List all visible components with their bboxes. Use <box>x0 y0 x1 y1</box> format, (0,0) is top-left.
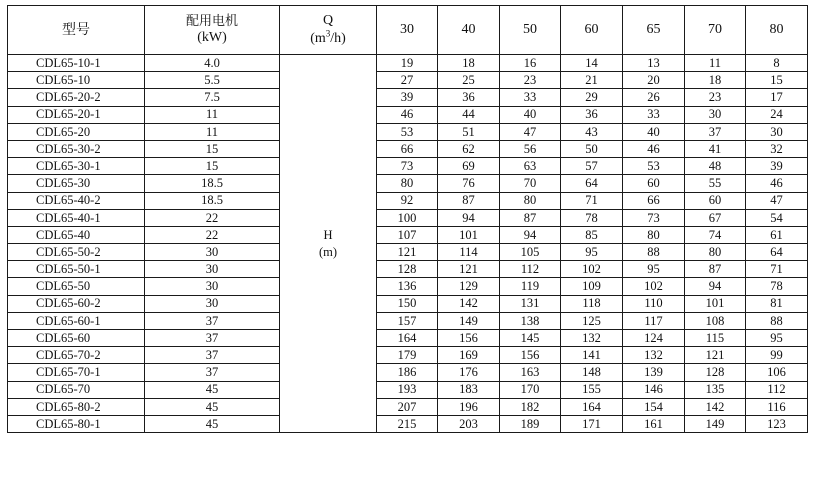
head-value-cell: 36 <box>561 106 623 123</box>
head-value-cell: 60 <box>685 192 746 209</box>
table-row <box>8 312 808 329</box>
head-value-cell: 87 <box>685 261 746 278</box>
flow-rate-header: 30 <box>377 6 438 55</box>
table-row <box>8 295 808 312</box>
model-cell: CDL65-20 <box>8 123 145 140</box>
head-value-cell: 53 <box>377 123 438 140</box>
motor-power-cell: 18.5 <box>145 192 280 209</box>
head-value-cell: 66 <box>623 192 685 209</box>
head-value-cell: 196 <box>438 398 500 415</box>
flow-rate-header: 70 <box>685 6 746 55</box>
head-value-cell: 33 <box>623 106 685 123</box>
model-cell: CDL65-30 <box>8 175 145 192</box>
flow-header-label: Q <box>322 12 334 28</box>
motor-power-cell: 15 <box>145 140 280 157</box>
motor-power-cell: 4.0 <box>145 55 280 72</box>
head-value-cell: 149 <box>438 312 500 329</box>
head-value-cell: 135 <box>685 381 746 398</box>
head-unit: (m) <box>318 244 338 259</box>
head-value-cell: 29 <box>561 89 623 106</box>
head-value-cell: 139 <box>623 364 685 381</box>
head-value-cell: 88 <box>623 244 685 261</box>
head-value-cell: 155 <box>561 381 623 398</box>
head-value-cell: 80 <box>623 226 685 243</box>
head-value-cell: 46 <box>377 106 438 123</box>
flow-rate-header: 60 <box>561 6 623 55</box>
model-cell: CDL65-40-1 <box>8 209 145 226</box>
motor-header-unit: (kW) <box>197 30 227 45</box>
head-value-cell: 53 <box>623 158 685 175</box>
head-value-cell: 63 <box>500 158 561 175</box>
head-value-cell: 150 <box>377 295 438 312</box>
head-value-cell: 110 <box>623 295 685 312</box>
head-value-cell: 141 <box>561 347 623 364</box>
head-value-cell: 78 <box>746 278 808 295</box>
head-value-cell: 26 <box>623 89 685 106</box>
head-value-cell: 105 <box>500 244 561 261</box>
table-row <box>8 330 808 347</box>
motor-power-cell: 30 <box>145 278 280 295</box>
model-cell: CDL65-60-2 <box>8 295 145 312</box>
head-value-cell: 33 <box>500 89 561 106</box>
head-value-cell: 121 <box>438 261 500 278</box>
head-value-cell: 39 <box>746 158 808 175</box>
head-value-cell: 95 <box>746 330 808 347</box>
head-value-cell: 69 <box>438 158 500 175</box>
head-value-cell: 142 <box>438 295 500 312</box>
model-cell: CDL65-10 <box>8 72 145 89</box>
head-value-cell: 94 <box>438 209 500 226</box>
table-row <box>8 261 808 278</box>
head-value-cell: 15 <box>746 72 808 89</box>
head-value-cell: 76 <box>438 175 500 192</box>
flow-header <box>280 6 377 55</box>
head-value-cell: 54 <box>746 209 808 226</box>
table-row <box>8 192 808 209</box>
head-value-cell: 13 <box>623 55 685 72</box>
head-value-cell: 176 <box>438 364 500 381</box>
motor-power-cell: 45 <box>145 398 280 415</box>
head-value-cell: 37 <box>685 123 746 140</box>
table-row <box>8 72 808 89</box>
model-cell: CDL65-40-2 <box>8 192 145 209</box>
head-value-cell: 101 <box>685 295 746 312</box>
head-value-cell: 179 <box>377 347 438 364</box>
head-value-cell: 163 <box>500 364 561 381</box>
head-value-cell: 27 <box>377 72 438 89</box>
head-value-cell: 183 <box>438 381 500 398</box>
head-value-cell: 112 <box>746 381 808 398</box>
head-value-cell: 149 <box>685 415 746 432</box>
head-value-cell: 121 <box>685 347 746 364</box>
motor-power-cell: 30 <box>145 261 280 278</box>
motor-power-cell: 22 <box>145 209 280 226</box>
head-value-cell: 71 <box>746 261 808 278</box>
head-value-cell: 25 <box>438 72 500 89</box>
head-value-cell: 118 <box>561 295 623 312</box>
head-value-cell: 157 <box>377 312 438 329</box>
motor-power-cell: 45 <box>145 415 280 432</box>
head-value-cell: 64 <box>561 175 623 192</box>
table-row <box>8 89 808 106</box>
head-value-cell: 136 <box>377 278 438 295</box>
head-value-cell: 107 <box>377 226 438 243</box>
table-row <box>8 244 808 261</box>
head-value-cell: 87 <box>500 209 561 226</box>
motor-header <box>145 6 280 55</box>
motor-power-cell: 11 <box>145 123 280 140</box>
head-value-cell: 60 <box>623 175 685 192</box>
head-value-cell: 117 <box>623 312 685 329</box>
head-value-cell: 46 <box>746 175 808 192</box>
head-value-cell: 80 <box>500 192 561 209</box>
head-value-cell: 78 <box>561 209 623 226</box>
head-value-cell: 129 <box>438 278 500 295</box>
header-row <box>8 6 808 55</box>
head-value-cell: 47 <box>500 123 561 140</box>
motor-power-cell: 37 <box>145 364 280 381</box>
head-value-cell: 189 <box>500 415 561 432</box>
head-value-cell: 156 <box>500 347 561 364</box>
head-value-cell: 61 <box>746 226 808 243</box>
motor-power-cell: 30 <box>145 295 280 312</box>
head-value-cell: 50 <box>561 140 623 157</box>
head-value-cell: 203 <box>438 415 500 432</box>
head-value-cell: 17 <box>746 89 808 106</box>
head-label-cell <box>280 55 377 433</box>
motor-power-cell: 30 <box>145 244 280 261</box>
table-body <box>8 55 808 433</box>
head-value-cell: 102 <box>561 261 623 278</box>
motor-power-cell: 22 <box>145 226 280 243</box>
head-value-cell: 108 <box>685 312 746 329</box>
table-row <box>8 106 808 123</box>
table-row <box>8 226 808 243</box>
table-row <box>8 278 808 295</box>
head-value-cell: 19 <box>377 55 438 72</box>
head-value-cell: 21 <box>561 72 623 89</box>
table-row <box>8 158 808 175</box>
head-value-cell: 182 <box>500 398 561 415</box>
head-value-cell: 51 <box>438 123 500 140</box>
head-value-cell: 164 <box>377 330 438 347</box>
head-value-cell: 39 <box>377 89 438 106</box>
performance-table <box>7 5 808 433</box>
head-value-cell: 145 <box>500 330 561 347</box>
model-cell: CDL65-30-1 <box>8 158 145 175</box>
head-value-cell: 207 <box>377 398 438 415</box>
model-cell: CDL65-20-1 <box>8 106 145 123</box>
head-value-cell: 146 <box>623 381 685 398</box>
head-value-cell: 125 <box>561 312 623 329</box>
head-value-cell: 55 <box>685 175 746 192</box>
motor-power-cell: 37 <box>145 312 280 329</box>
head-value-cell: 73 <box>623 209 685 226</box>
head-value-cell: 193 <box>377 381 438 398</box>
head-value-cell: 161 <box>623 415 685 432</box>
head-value-cell: 128 <box>377 261 438 278</box>
head-value-cell: 92 <box>377 192 438 209</box>
motor-power-cell: 18.5 <box>145 175 280 192</box>
model-cell: CDL65-70-1 <box>8 364 145 381</box>
model-cell: CDL65-80-2 <box>8 398 145 415</box>
table-row <box>8 347 808 364</box>
model-header: 型号 <box>8 6 145 55</box>
head-value-cell: 148 <box>561 364 623 381</box>
motor-power-cell: 11 <box>145 106 280 123</box>
head-value-cell: 132 <box>623 347 685 364</box>
head-value-cell: 99 <box>746 347 808 364</box>
head-value-cell: 101 <box>438 226 500 243</box>
head-value-cell: 87 <box>438 192 500 209</box>
motor-power-cell: 45 <box>145 381 280 398</box>
head-value-cell: 11 <box>685 55 746 72</box>
head-value-cell: 36 <box>438 89 500 106</box>
table-row <box>8 398 808 415</box>
head-value-cell: 47 <box>746 192 808 209</box>
model-cell: CDL65-50-1 <box>8 261 145 278</box>
head-value-cell: 67 <box>685 209 746 226</box>
head-value-cell: 215 <box>377 415 438 432</box>
table-row <box>8 381 808 398</box>
head-value-cell: 32 <box>746 140 808 157</box>
head-value-cell: 142 <box>685 398 746 415</box>
model-cell: CDL65-50-2 <box>8 244 145 261</box>
flow-header-unit: $(m^3/h)$ <box>310 28 346 47</box>
motor-power-cell: 37 <box>145 330 280 347</box>
head-value-cell: 131 <box>500 295 561 312</box>
head-value-cell: 156 <box>438 330 500 347</box>
model-cell: CDL65-40 <box>8 226 145 243</box>
head-value-cell: 40 <box>623 123 685 140</box>
head-value-cell: 23 <box>500 72 561 89</box>
model-cell: CDL65-10-1 <box>8 55 145 72</box>
head-value-cell: 73 <box>377 158 438 175</box>
motor-header-label: 配用电机 <box>185 13 238 29</box>
head-value-cell: 85 <box>561 226 623 243</box>
head-value-cell: 80 <box>377 175 438 192</box>
head-value-cell: 164 <box>561 398 623 415</box>
head-value-cell: 171 <box>561 415 623 432</box>
head-value-cell: 128 <box>685 364 746 381</box>
head-value-cell: 94 <box>500 226 561 243</box>
head-value-cell: 119 <box>500 278 561 295</box>
head-value-cell: 114 <box>438 244 500 261</box>
head-value-cell: 23 <box>685 89 746 106</box>
head-value-cell: 16 <box>500 55 561 72</box>
model-cell: CDL65-60 <box>8 330 145 347</box>
head-value-cell: 123 <box>746 415 808 432</box>
table-row <box>8 123 808 140</box>
head-value-cell: 124 <box>623 330 685 347</box>
table-row <box>8 175 808 192</box>
head-value-cell: 48 <box>685 158 746 175</box>
head-value-cell: 20 <box>623 72 685 89</box>
head-value-cell: 40 <box>500 106 561 123</box>
flow-rate-header: 65 <box>623 6 685 55</box>
head-value-cell: 62 <box>438 140 500 157</box>
head-value-cell: 66 <box>377 140 438 157</box>
head-label: H <box>323 228 333 243</box>
head-value-cell: 70 <box>500 175 561 192</box>
head-value-cell: 71 <box>561 192 623 209</box>
motor-power-cell: 5.5 <box>145 72 280 89</box>
table-row <box>8 415 808 432</box>
head-value-cell: 102 <box>623 278 685 295</box>
model-cell: CDL65-50 <box>8 278 145 295</box>
head-value-cell: 109 <box>561 278 623 295</box>
head-value-cell: 74 <box>685 226 746 243</box>
head-value-cell: 106 <box>746 364 808 381</box>
head-value-cell: 24 <box>746 106 808 123</box>
flow-rate-header: 40 <box>438 6 500 55</box>
head-value-cell: 41 <box>685 140 746 157</box>
head-value-cell: 43 <box>561 123 623 140</box>
head-value-cell: 100 <box>377 209 438 226</box>
head-value-cell: 88 <box>746 312 808 329</box>
head-value-cell: 95 <box>561 244 623 261</box>
head-value-cell: 80 <box>685 244 746 261</box>
head-value-cell: 14 <box>561 55 623 72</box>
motor-power-cell: 37 <box>145 347 280 364</box>
model-cell: CDL65-30-2 <box>8 140 145 157</box>
head-value-cell: 94 <box>685 278 746 295</box>
head-value-cell: 169 <box>438 347 500 364</box>
head-value-cell: 116 <box>746 398 808 415</box>
head-value-cell: 81 <box>746 295 808 312</box>
model-cell: CDL65-70-2 <box>8 347 145 364</box>
head-value-cell: 95 <box>623 261 685 278</box>
table-row <box>8 364 808 381</box>
head-value-cell: 30 <box>746 123 808 140</box>
table-row <box>8 55 808 72</box>
model-cell: CDL65-60-1 <box>8 312 145 329</box>
head-value-cell: 186 <box>377 364 438 381</box>
head-value-cell: 30 <box>685 106 746 123</box>
head-value-cell: 44 <box>438 106 500 123</box>
head-value-cell: 57 <box>561 158 623 175</box>
head-value-cell: 138 <box>500 312 561 329</box>
model-cell: CDL65-80-1 <box>8 415 145 432</box>
model-cell: CDL65-20-2 <box>8 89 145 106</box>
model-cell: CDL65-70 <box>8 381 145 398</box>
motor-power-cell: 15 <box>145 158 280 175</box>
head-value-cell: 18 <box>685 72 746 89</box>
head-value-cell: 112 <box>500 261 561 278</box>
head-value-cell: 154 <box>623 398 685 415</box>
head-value-cell: 56 <box>500 140 561 157</box>
head-value-cell: 8 <box>746 55 808 72</box>
head-value-cell: 121 <box>377 244 438 261</box>
motor-power-cell: 7.5 <box>145 89 280 106</box>
head-value-cell: 132 <box>561 330 623 347</box>
head-value-cell: 170 <box>500 381 561 398</box>
head-value-cell: 115 <box>685 330 746 347</box>
head-value-cell: 46 <box>623 140 685 157</box>
table-row <box>8 140 808 157</box>
flow-rate-header: 80 <box>746 6 808 55</box>
flow-rate-header: 50 <box>500 6 561 55</box>
table-row <box>8 209 808 226</box>
head-value-cell: 64 <box>746 244 808 261</box>
head-value-cell: 18 <box>438 55 500 72</box>
